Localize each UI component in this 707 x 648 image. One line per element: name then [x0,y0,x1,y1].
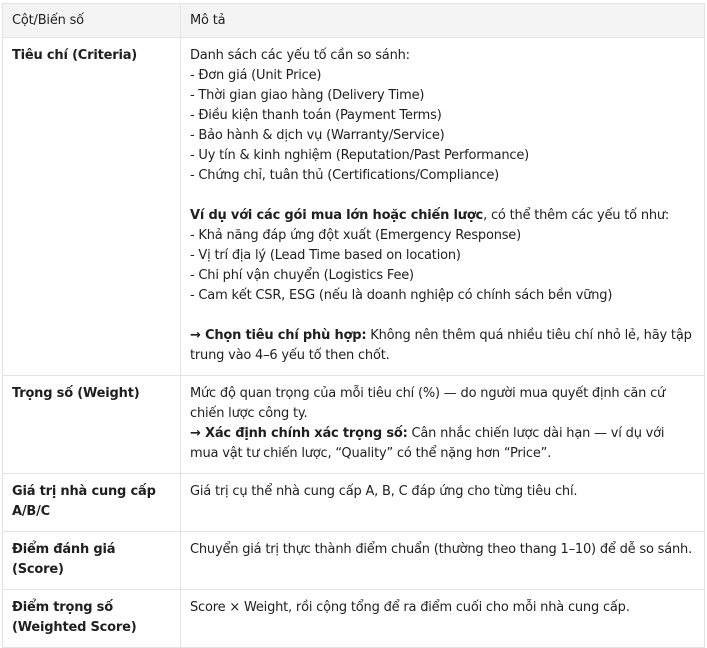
description-line [190,146,695,166]
line-text: Giá trị cụ thể nhà cung cấp A, B, C đáp ứng cho từng tiêu chí. [190,484,578,499]
description-line [190,46,695,66]
line-text: - Vị trí địa lý (Lead Time based on location) [190,248,461,263]
line-text: - Cam kết CSR, ESG (nếu là doanh nghiệp có chính sách bền vững) [190,288,613,303]
line-text: , có thể thêm các yếu tố như: [483,208,670,223]
row-variable-name: Điểm đánh giá (Score) [3,532,181,590]
line-text: Chuyển giá trị thực thành điểm chuẩn (thường theo thang 1–10) để dễ so sánh. [190,542,693,557]
column-header-description: Mô tả [181,4,705,38]
table-header-row [3,4,705,38]
description-line [190,482,695,502]
description-line [190,66,695,86]
description-line [190,226,695,246]
description-line [190,106,695,126]
criteria-table [2,3,705,648]
emphasis-text: Ví dụ với các gói mua lớn hoặc chiến lược [190,208,484,223]
table-row [3,38,705,376]
row-description [181,38,705,376]
line-text: - Bảo hành & dịch vụ (Warranty/Service) [190,128,445,143]
line-text: - Điều kiện thanh toán (Payment Terms) [190,108,442,123]
description-line [190,286,695,306]
table-row [3,376,705,474]
paragraph-gap [190,306,695,326]
line-text: - Chứng chỉ, tuân thủ (Certifications/Compliance) [190,168,499,183]
description-line [190,384,695,424]
row-description [181,474,705,532]
table-row [3,590,705,648]
table-body [3,38,705,648]
description-line [190,326,695,366]
line-text: Score × Weight, rồi cộng tổng để ra điểm cuối cho mỗi nhà cung cấp. [190,600,630,615]
description-line [190,540,695,560]
line-text: Không nên thêm quá nhiều tiêu chí nhỏ lẻ, hãy tập trung vào 4–6 yếu tố then chốt. [190,328,692,363]
description-line [190,126,695,146]
row-variable-name: Điểm trọng số (Weighted Score) [3,590,181,648]
paragraph-gap [190,186,695,206]
row-description [181,532,705,590]
row-variable-name: Trọng số (Weight) [3,376,181,474]
column-header-variable: Cột/Biến số [3,4,181,38]
line-text: - Uy tín & kinh nghiệm (Reputation/Past Performance) [190,148,530,163]
table-row [3,532,705,590]
line-text: - Thời gian giao hàng (Delivery Time) [190,88,425,103]
description-line [190,424,695,464]
line-text: Mức độ quan trọng của mỗi tiêu chí (%) — do người mua quyết định căn cứ chiến lược công ty. [190,386,666,421]
line-text: Danh sách các yếu tố cần so sánh: [190,48,410,63]
row-variable-name: Tiêu chí (Criteria) [3,38,181,376]
row-description [181,376,705,474]
line-text: - Chi phí vận chuyển (Logistics Fee) [190,268,414,283]
emphasis-text: → Xác định chính xác trọng số: [190,426,408,441]
description-line [190,86,695,106]
line-text: - Khả năng đáp ứng đột xuất (Emergency Response) [190,228,521,243]
description-line [190,266,695,286]
description-line [190,206,695,226]
row-variable-name: Giá trị nhà cung cấp A/B/C [3,474,181,532]
line-text: Cân nhắc chiến lược dài hạn — ví dụ với mua vật tư chiến lược, “Quality” có thể nặng hơn “Price”. [190,426,665,461]
row-description [181,590,705,648]
description-line [190,598,695,618]
description-line [190,166,695,186]
table-row [3,474,705,532]
emphasis-text: → Chọn tiêu chí phù hợp: [190,328,367,343]
description-line [190,246,695,266]
line-text: - Đơn giá (Unit Price) [190,68,322,83]
